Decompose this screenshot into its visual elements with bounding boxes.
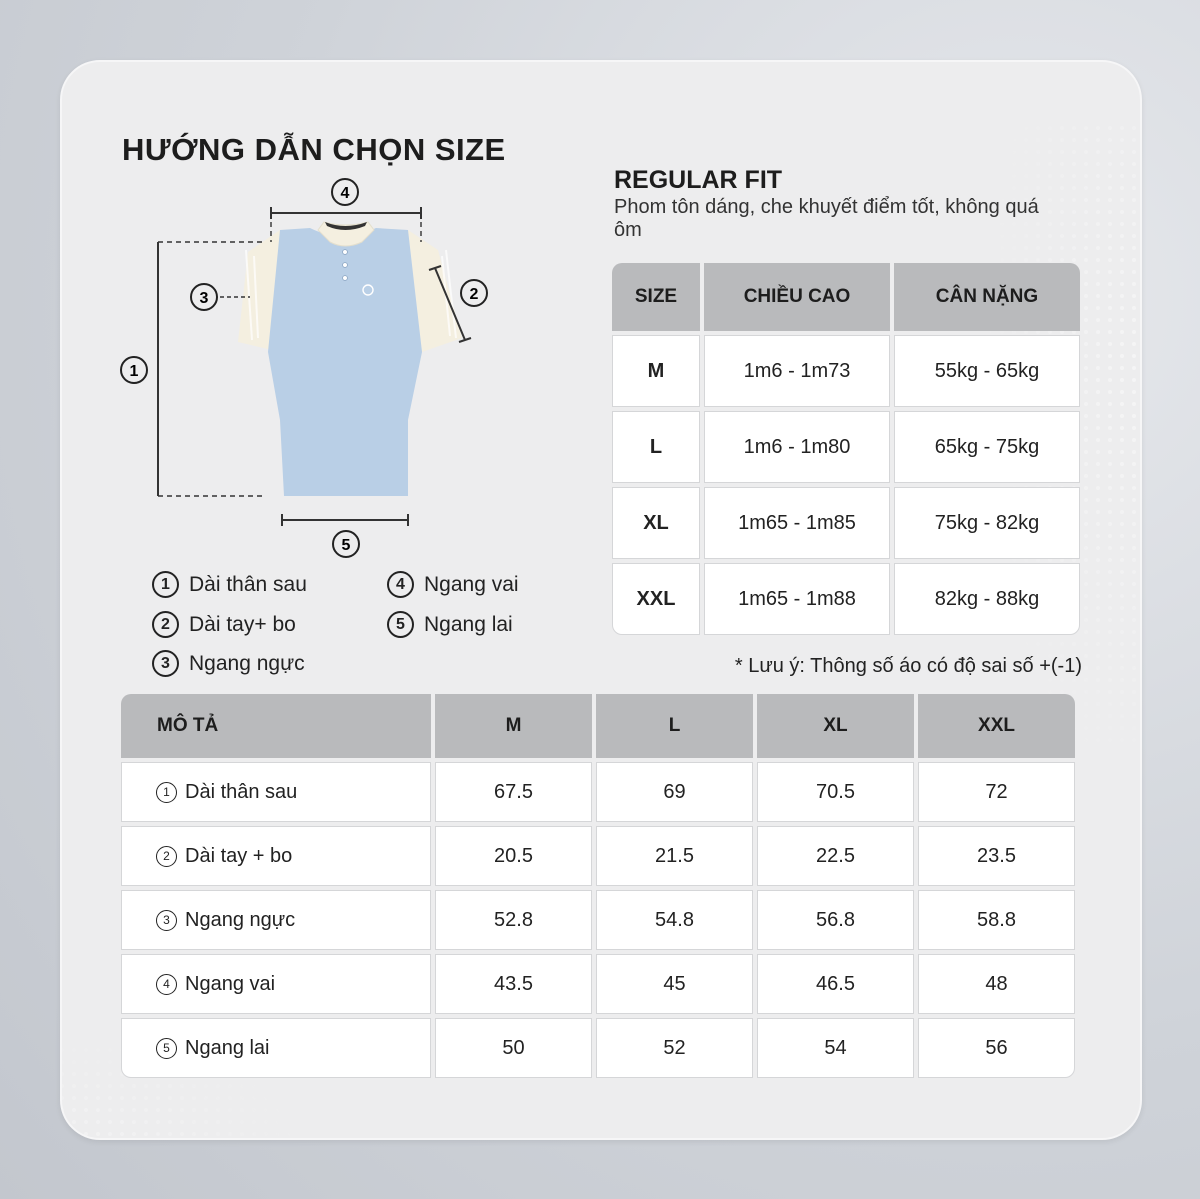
column-header-weight: CÂN NẶNG [894, 263, 1080, 331]
value-cell: 22.5 [757, 826, 914, 886]
value-cell: 52.8 [435, 890, 592, 950]
value-cell: 69 [596, 762, 753, 822]
value-cell: 46.5 [757, 954, 914, 1014]
row-label: Ngang vai [185, 972, 276, 995]
number-3-icon: 3 [156, 910, 177, 931]
table-header-row [121, 694, 1075, 758]
size-cell: XXL [612, 563, 700, 635]
polo-shirt-illustration [238, 222, 462, 496]
legend-label: Ngang ngực [189, 651, 305, 675]
legend-item-5 [387, 611, 513, 638]
value-cell: 52 [596, 1018, 753, 1078]
description-cell [121, 890, 431, 950]
value-cell: 43.5 [435, 954, 592, 1014]
height-cell: 1m65 - 1m85 [704, 487, 890, 559]
size-cell: L [612, 411, 700, 483]
value-cell: 56 [918, 1018, 1075, 1078]
svg-text:2: 2 [469, 286, 479, 303]
legend-label: Dài tay+ bo [189, 612, 296, 636]
column-header-size: SIZE [612, 263, 700, 331]
description-cell [121, 826, 431, 886]
legend-label: Ngang lai [424, 612, 513, 636]
legend-item-2 [152, 611, 296, 638]
legend-label: Dài thân sau [189, 572, 307, 596]
value-cell: 58.8 [918, 890, 1075, 950]
weight-cell: 75kg - 82kg [894, 487, 1080, 559]
table-row [121, 1018, 1075, 1078]
legend-item-1 [152, 571, 307, 598]
value-cell: 56.8 [757, 890, 914, 950]
legend-item-4 [387, 571, 519, 598]
weight-cell: 82kg - 88kg [894, 563, 1080, 635]
tolerance-note: * Lưu ý: Thông số áo có độ sai số +(-1) [734, 655, 1082, 677]
svg-text:5: 5 [341, 537, 351, 554]
column-header-xxl: XXL [918, 694, 1075, 758]
table-header-row [612, 263, 1080, 331]
table-row [121, 826, 1075, 886]
size-cell: M [612, 335, 700, 407]
column-header-height: CHIỀU CAO [704, 263, 890, 331]
fit-title: REGULAR FIT [614, 166, 783, 194]
legend-label: Ngang vai [424, 572, 519, 596]
value-cell: 48 [918, 954, 1075, 1014]
column-header-xl: XL [757, 694, 914, 758]
table-row [612, 411, 1080, 483]
row-label: Dài thân sau [185, 780, 298, 803]
description-cell [121, 954, 431, 1014]
table-row [612, 563, 1080, 635]
svg-text:3: 3 [199, 290, 209, 307]
value-cell: 23.5 [918, 826, 1075, 886]
table-row [612, 487, 1080, 559]
value-cell: 72 [918, 762, 1075, 822]
fit-description: Phom tôn dáng, che khuyết điểm tốt, không quá ôm [614, 196, 1039, 241]
number-4-icon: 4 [156, 974, 177, 995]
description-cell [121, 1018, 431, 1078]
svg-text:1: 1 [129, 363, 139, 380]
column-header-m: M [435, 694, 592, 758]
row-label: Dài tay + bo [185, 844, 293, 867]
svg-text:4: 4 [340, 185, 350, 202]
table-row [121, 762, 1075, 822]
column-header-description: MÔ TẢ [121, 694, 431, 758]
height-cell: 1m65 - 1m88 [704, 563, 890, 635]
shirt-measurement-diagram [110, 170, 510, 570]
description-cell [121, 762, 431, 822]
measurement-table [117, 690, 1079, 1082]
value-cell: 21.5 [596, 826, 753, 886]
number-1-icon: 1 [152, 571, 179, 598]
height-cell: 1m6 - 1m73 [704, 335, 890, 407]
table-row [121, 890, 1075, 950]
row-label: Ngang ngực [185, 908, 296, 931]
value-cell: 54 [757, 1018, 914, 1078]
size-recommendation-table [608, 259, 1084, 639]
number-1-icon: 1 [156, 782, 177, 803]
weight-cell: 55kg - 65kg [894, 335, 1080, 407]
row-label: Ngang lai [185, 1036, 270, 1059]
value-cell: 67.5 [435, 762, 592, 822]
table-row [121, 954, 1075, 1014]
value-cell: 20.5 [435, 826, 592, 886]
legend-item-3 [152, 650, 305, 677]
table-row [612, 335, 1080, 407]
value-cell: 50 [435, 1018, 592, 1078]
number-5-icon: 5 [156, 1038, 177, 1059]
value-cell: 70.5 [757, 762, 914, 822]
column-header-l: L [596, 694, 753, 758]
value-cell: 54.8 [596, 890, 753, 950]
value-cell: 45 [596, 954, 753, 1014]
size-cell: XL [612, 487, 700, 559]
number-2-icon: 2 [152, 611, 179, 638]
weight-cell: 65kg - 75kg [894, 411, 1080, 483]
number-3-icon: 3 [152, 650, 179, 677]
number-5-icon: 5 [387, 611, 414, 638]
number-2-icon: 2 [156, 846, 177, 867]
page-title: HƯỚNG DẪN CHỌN SIZE [122, 132, 506, 167]
number-4-icon: 4 [387, 571, 414, 598]
height-cell: 1m6 - 1m80 [704, 411, 890, 483]
